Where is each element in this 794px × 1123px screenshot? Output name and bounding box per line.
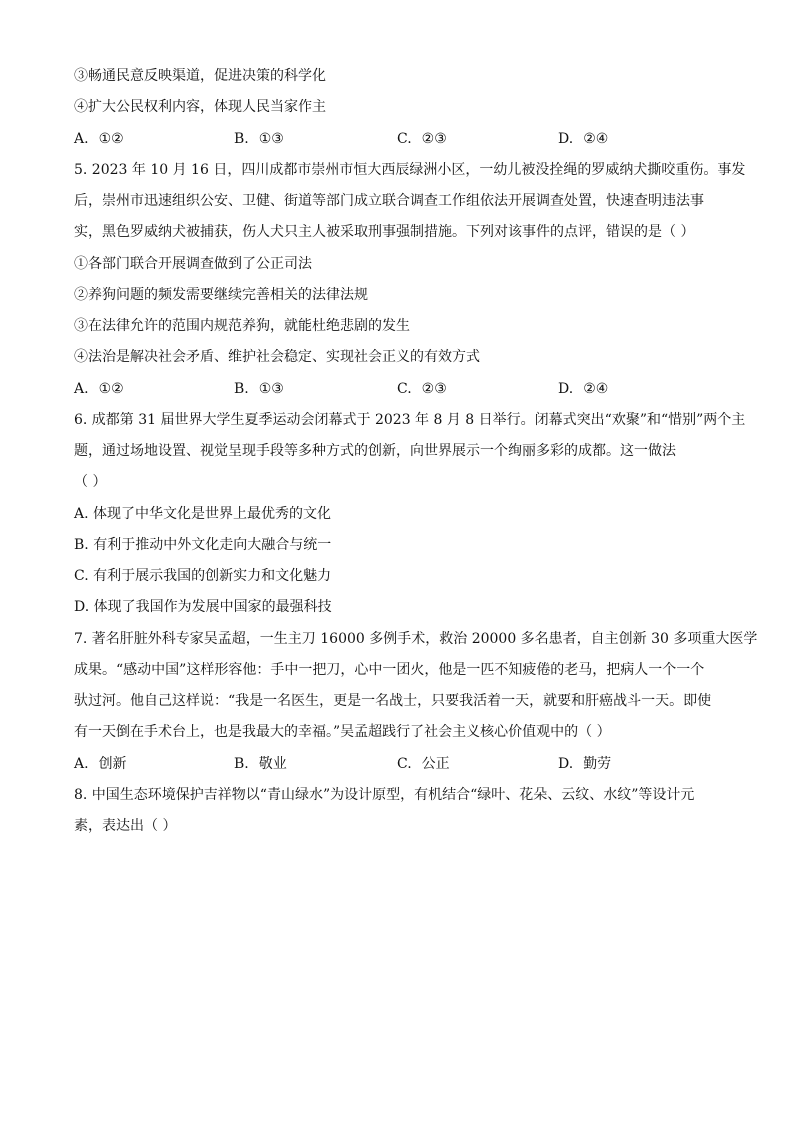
q6-option-a[interactable]: A. 体现了中华文化是世界上最优秀的文化 bbox=[74, 506, 332, 522]
q5-statement-3: ③在法律允许的范围内规范养狗，就能杜绝悲剧的发生 bbox=[74, 318, 410, 334]
q5-option-a[interactable] bbox=[74, 379, 124, 399]
q7-option-b[interactable] bbox=[234, 754, 287, 774]
q5-statement-2: ②养狗问题的频发需要继续完善相关的法律法规 bbox=[74, 287, 368, 303]
option-letter: D. bbox=[558, 381, 574, 397]
option-text: ①② bbox=[98, 381, 124, 397]
q4-statement-3: ③畅通民意反映渠道，促进决策的科学化 bbox=[74, 68, 326, 84]
option-letter: A. bbox=[74, 131, 89, 147]
q6-stem-line-2: 题，通过场地设置、视觉呈现手段等多种方式的创新，向世界展示一个绚丽多彩的成都。这一做法 bbox=[74, 443, 676, 459]
option-letter: B. bbox=[234, 131, 249, 147]
q7-stem-line-3: 驮过河。他自己这样说：“我是一名医生，更是一名战士，只要我活着一天，就要和肝癌战斗一天。即使 bbox=[74, 693, 712, 709]
q7-option-d[interactable] bbox=[558, 754, 611, 774]
option-text: 敬业 bbox=[258, 756, 287, 772]
q5-option-c[interactable] bbox=[397, 379, 447, 399]
q4-option-a[interactable] bbox=[74, 129, 124, 149]
q5-stem-line-1: 5. 2023 年 10 月 16 日，四川成都市崇州市恒大西辰绿洲小区，一幼儿被没拴绳的罗威纳犬撕咬重伤。事发 bbox=[74, 162, 746, 178]
q5-statement-4: ④法治是解决社会矛盾、维护社会稳定、实现社会正义的有效方式 bbox=[74, 349, 480, 365]
q4-option-c[interactable] bbox=[397, 129, 447, 149]
option-text: ②③ bbox=[421, 131, 447, 147]
q8-stem-line-1: 8. 中国生态环境保护吉祥物以“青山绿水”为设计原型，有机结合“绿叶、花朵、云纹、水纹”等设计元 bbox=[74, 787, 695, 803]
q5-option-b[interactable] bbox=[234, 379, 284, 399]
q6-option-d[interactable]: D. 体现了我国作为发展中国家的最强科技 bbox=[74, 599, 332, 615]
option-letter: C. bbox=[397, 381, 412, 397]
q6-stem-line-1: 6. 成都第 31 届世界大学生夏季运动会闭幕式于 2023 年 8 月 8 日举行。闭幕式突出“欢聚”和“惜别”两个主 bbox=[74, 412, 746, 428]
option-letter: C. bbox=[397, 756, 412, 772]
option-text: ②④ bbox=[583, 381, 609, 397]
option-letter: B. bbox=[234, 756, 249, 772]
q5-stem-line-3: 实，黑色罗威纳犬被捕获，伤人犬只主人被采取刑事强制措施。下列对该事件的点评，错误的是（ ） bbox=[74, 224, 695, 240]
option-letter: B. bbox=[234, 381, 249, 397]
q7-stem-line-4: 有一天倒在手术台上，也是我最大的幸福。”吴孟超践行了社会主义核心价值观中的（ ） bbox=[74, 724, 611, 740]
option-text: 公正 bbox=[421, 756, 450, 772]
q5-option-d[interactable] bbox=[558, 379, 608, 399]
option-letter: D. bbox=[558, 131, 574, 147]
q6-stem-line-3: （ ） bbox=[74, 474, 107, 490]
q5-stem-line-2: 后，崇州市迅速组织公安、卫健、街道等部门成立联合调查工作组依法开展调查处置，快速查明违法事 bbox=[74, 193, 704, 209]
q6-option-c[interactable]: C. 有利于展示我国的创新实力和文化魅力 bbox=[74, 568, 332, 584]
q4-option-b[interactable] bbox=[234, 129, 284, 149]
q7-option-c[interactable] bbox=[397, 754, 450, 774]
option-text: ②③ bbox=[421, 381, 447, 397]
q4-statement-4: ④扩大公民权利内容，体现人民当家作主 bbox=[74, 99, 326, 115]
option-text: 勤劳 bbox=[583, 756, 612, 772]
q7-stem-line-1: 7. 著名肝脏外科专家吴孟超，一生主刀 16000 多例手术，救治 20000 多名患者，自主创新 30 多项重大医学 bbox=[74, 631, 758, 647]
option-letter: A. bbox=[74, 756, 89, 772]
option-text: ②④ bbox=[583, 131, 609, 147]
q8-stem-line-2: 素，表达出（ ） bbox=[74, 818, 177, 834]
q6-option-b[interactable]: B. 有利于推动中外文化走向大融合与统一 bbox=[74, 537, 332, 553]
option-text: ①③ bbox=[258, 381, 284, 397]
option-text: ①② bbox=[98, 131, 124, 147]
q5-statement-1: ①各部门联合开展调查做到了公正司法 bbox=[74, 256, 312, 272]
q7-option-a[interactable] bbox=[74, 754, 127, 774]
q7-stem-line-2: 成果。“感动中国”这样形容他：手中一把刀，心中一团火，他是一匹不知疲倦的老马，把病人一个一个 bbox=[74, 662, 705, 678]
option-letter: A. bbox=[74, 381, 89, 397]
option-text: ①③ bbox=[258, 131, 284, 147]
option-text: 创新 bbox=[98, 756, 127, 772]
q4-option-d[interactable] bbox=[558, 129, 608, 149]
option-letter: D. bbox=[558, 756, 574, 772]
option-letter: C. bbox=[397, 131, 412, 147]
